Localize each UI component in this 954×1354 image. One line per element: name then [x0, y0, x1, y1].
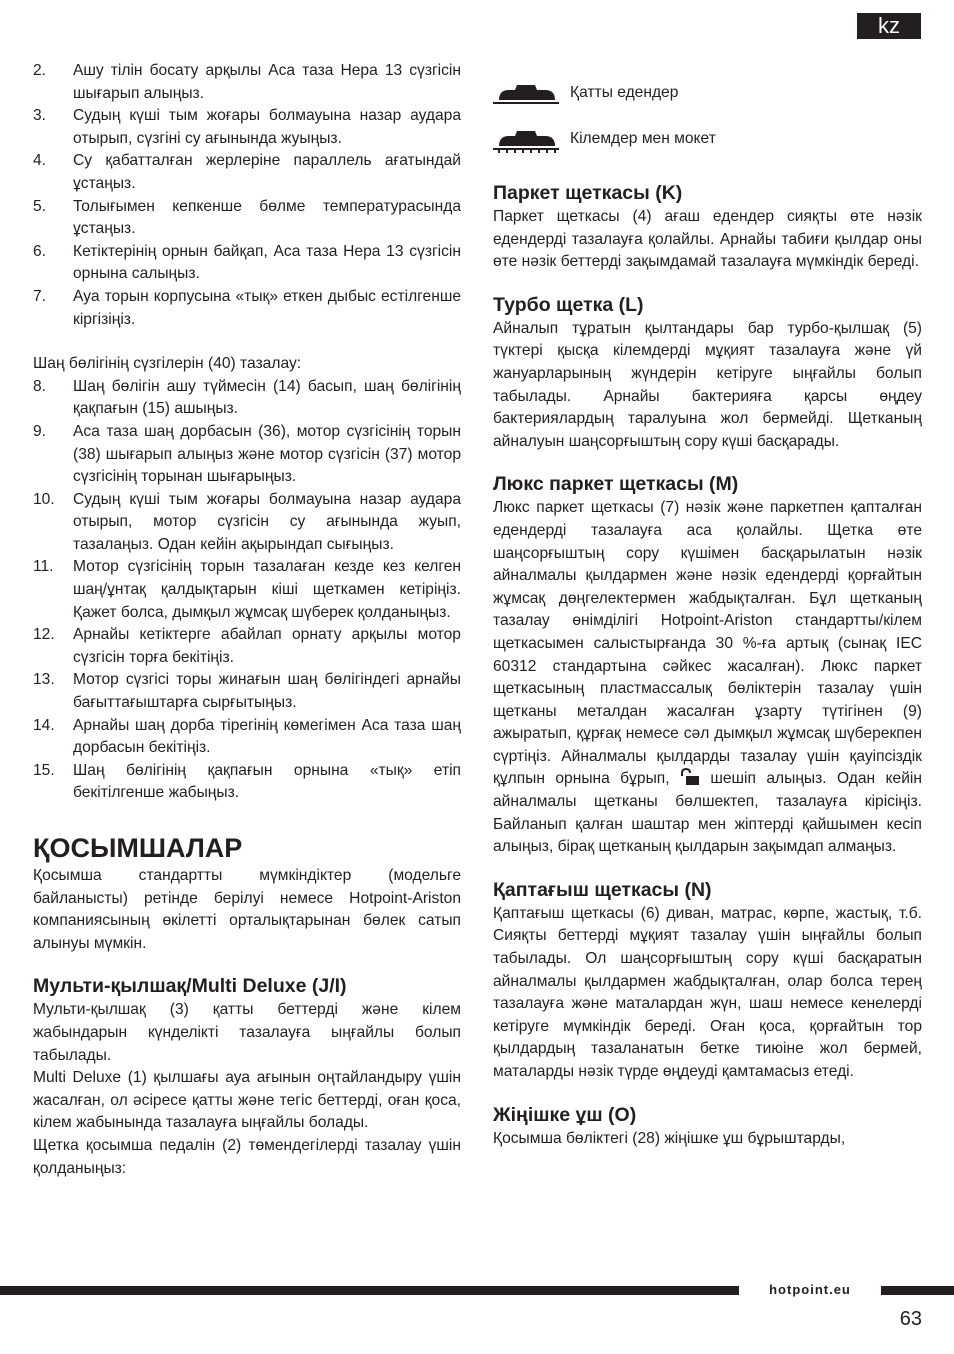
turbo-brush-heading: Турбо щетка (L) [493, 293, 644, 316]
page-number: 63 [899, 1308, 922, 1330]
step-item [33, 556, 461, 624]
lux-parquet-text-b: шешіп алыңыз. Одан кейін айналмалы щетканы бөлшектеп, тазалауға кірісіңіз. Байланып қалған шаштар мен жіптерді қайшымен кесіп алыңыз, бірақ щетканың қылдарын зақымдап алмаңыз. [493, 770, 922, 856]
step-text: Арнайы шаң дорба тірегінің көмегімен Аса таза шаң дорбасын бекітіңіз. [73, 716, 461, 757]
step-number: 6. [33, 242, 47, 260]
step-number: 15. [33, 761, 55, 779]
step-item [33, 489, 461, 557]
step-text: Судың күші тым жоғары болмауына назар аудара отырып, сүзгіні су ағынында жуыңыз. [73, 107, 461, 147]
lux-parquet-text-a: Люкс паркет щеткасы (7) нәзік және паркетпен қапталған едендерді тазалауға аса қолайлы. Щетка өте шаңсорғыштың сору күшімен басқарылатын нәзік айналмалы қылдармен және нәзік едендерді қорғайтын жұмсақ дөңгелектермен жабдықталған. Бұл щетканың тазалау өнімділігі Hotpoint-Ariston стандартты/кілем щеткасымен салыстырғанда 30 %-ға артық (сынақ IEC 60312 стандартына сәйкес жасалған). Люкс паркет щеткасының пластмассалық бөліктерін тазалау үшін щетканы металдан жасалған ұзарту түтігінен (9) ажыратып, құрғақ немесе сәл дымқыл жұмсақ шүберекпен сүртіңіз. Айналмалы қылдарды тазалау үшін қауіпсіздік құлпын орнына бұрып, [493, 499, 922, 788]
step-number: 10. [33, 490, 55, 508]
steps-list-a [33, 60, 461, 331]
step-number: 7. [33, 287, 47, 305]
step-item [33, 286, 461, 331]
step-text: Мотор сүзгісі торы жинағын шаң бөлігіндегі арнайы бағыттағыштарға сырғытыңыз. [73, 671, 461, 712]
step-item [33, 150, 461, 195]
step-text: Шаң бөлігін ашу түймесін (14) басып, шаң бөлігінің қақпағын (15) ашыңыз. [73, 377, 461, 418]
step-number: 11. [33, 558, 54, 576]
steps-list-b [33, 376, 461, 805]
multi-brush-text-3: Щетка қосымша педалін (2) төмендегілерді тазалау үшін қолданыңыз: [33, 1136, 461, 1177]
unlock-icon [680, 768, 700, 785]
turbo-brush-text: Айналып тұратын қылтандары бар турбо-қылшақ (5) түктері қысқа кілемдерді мұқият тазалауға және үй жануарларының жүндерін кетіруге ыңғайлы болып табылады. Арнайы бактерияға қарсы өңдеу бактериялардың таралуына жол бермейді. Щетканың айналуын шаңсорғыштың сору күші басқарады. [493, 319, 922, 450]
step-item [33, 760, 461, 805]
step-number: 4. [33, 152, 47, 170]
step-number: 8. [33, 377, 47, 395]
step-number: 13. [33, 671, 55, 689]
step-number: 3. [33, 107, 47, 125]
step-item [33, 376, 461, 421]
step-number: 2. [33, 62, 47, 79]
upholstery-brush-heading: Қаптағыш щеткасы (N) [493, 878, 712, 901]
step-number: 12. [33, 626, 55, 644]
step-number: 5. [33, 197, 47, 215]
accessories-heading: ҚОСЫМШАЛАР [33, 833, 243, 863]
carpet-floor-row [493, 126, 922, 170]
accessories-intro: Қосымша стандартты мүмкіндіктер (модельге байланысты) ретінде берілуі немесе Hotpoint-Ariston компаниясының өкілетті орталықтарынан бөлек сатып алынуы мүмкін. [33, 867, 461, 952]
step-item [33, 715, 461, 760]
step-item [33, 60, 461, 105]
step-text: Ашу тілін босату арқылы Аса таза Hepa 13 сүзгісін шығарып алыңыз. [73, 62, 461, 102]
upholstery-brush-text: Қаптағыш щеткасы (6) диван, матрас, көрпе, жастық, т.б. Сияқты беттерді мұқият тазалау үшін ыңғайлы болып табылады. Ол шаңсорғыштың сору күші басқаратын айналмалы қылдармен жабдықталған, олар болса терең тазалауға және маталардан жүн, шаш немесе кенелерді кетіруге мүмкіндік береді. Оған қоса, қорғайтын тор қылдардың тазаланатын бетке тиюіне жол бермей, маталарды нәзік түрде өңдеуді қамтамасыз етеді. [493, 904, 922, 1080]
step-text: Аса таза шаң дорбасын (36), мотор сүзгісінің торын (38) шығарып алыңыз және мотор сүзгісін (37) мотор сүзгісінің торынан шығарыңыз. [73, 422, 461, 486]
step-item [33, 105, 461, 150]
step-item [33, 624, 461, 669]
step-item [33, 421, 461, 489]
step-text: Су қабатталған жерлеріне параллель ағатындай ұстаңыз. [73, 152, 461, 192]
step-text: Ауа торын корпусына «тық» еткен дыбыс естілгенше кіргізіңіз. [73, 287, 461, 328]
step-text: Кетіктерінің орнын байқап, Аса таза Hepa 13 сүзгісін орнына салыңыз. [73, 242, 461, 283]
step-number: 9. [33, 422, 47, 440]
multi-brush-heading: Мульти-қылшақ/Multi Deluxe (J/I) [33, 975, 347, 998]
step-item [33, 196, 461, 241]
hard-floor-row [493, 80, 922, 124]
step-text: Судың күші тым жоғары болмауына назар аудара отырып, мотор сүзгісін су ағынында жуып, тазалаңыз. Одан кейін ақырындап сығыңыз. [73, 490, 461, 553]
step-item [33, 669, 461, 714]
step-text: Мотор сүзгісінің торын тазалаған кезде кез келген шаң/ұнтақ қалдықтарын кіші щеткамен кетіріңіз. Қажет болса, дымқыл жұмсақ шүберек қолданыңыз. [73, 558, 461, 621]
multi-brush-text-2: Multi Deluxe (1) қылшағы ауа ағынын оңтайландыру үшін жасалған, ол әсіресе қатты және тегіс беттерді, оған қоса, кілем жабынында тазалауға ыңғайлы болады. [33, 1069, 461, 1132]
dust-filter-intro: Шаң бөлігінің сүзгілерін (40) тазалау: [33, 355, 302, 373]
footer-brand: hotpoint.eu [769, 1282, 851, 1297]
crevice-tool-text: Қосымша бөліктегі (28) жіңішке ұш бұрыштарды, [493, 1129, 846, 1147]
right-column [493, 80, 922, 1150]
left-column [33, 60, 461, 1180]
step-text: Шаң бөлігінің қақпағын орнына «тық» етіп бекітілгенше жабыңыз. [73, 761, 461, 802]
hard-floor-label: Қатты едендер [570, 84, 679, 101]
hard-floor-icon [493, 80, 559, 108]
lux-parquet-heading: Люкс паркет щеткасы (M) [493, 473, 739, 496]
step-item [33, 241, 461, 286]
crevice-tool-heading: Жіңішке ұш (O) [493, 1103, 637, 1126]
carpet-floor-label: Кілемдер мен мокет [570, 130, 716, 147]
language-badge: kz [857, 13, 921, 39]
multi-brush-text-1: Мульти-қылшақ (3) қатты беттерді және кілем жабындарын күнделікті тазалауға ыңғайлы болып табылады. [33, 1001, 461, 1064]
parquet-brush-text: Паркет щеткасы (4) ағаш едендер сияқты өте нәзік едендерді тазалауға қолайлы. Арнайы табиғи қылдар оны өте нәзік беттерді зақымдамай тазалауға мүмкіндік береді. [493, 208, 922, 271]
carpet-floor-icon [493, 126, 559, 154]
footer-bar-right [881, 1286, 954, 1295]
parquet-brush-heading: Паркет щеткасы (K) [493, 182, 683, 204]
lux-parquet-text [493, 497, 922, 859]
step-text: Арнайы кетіктерге абайлап орнату арқылы мотор сүзгісін торға бекітіңіз. [73, 626, 461, 666]
footer-bar-left [0, 1286, 739, 1295]
step-text: Толығымен кепкенше бөлме температурасында ұстаңыз. [73, 197, 461, 238]
step-number: 14. [33, 716, 55, 734]
